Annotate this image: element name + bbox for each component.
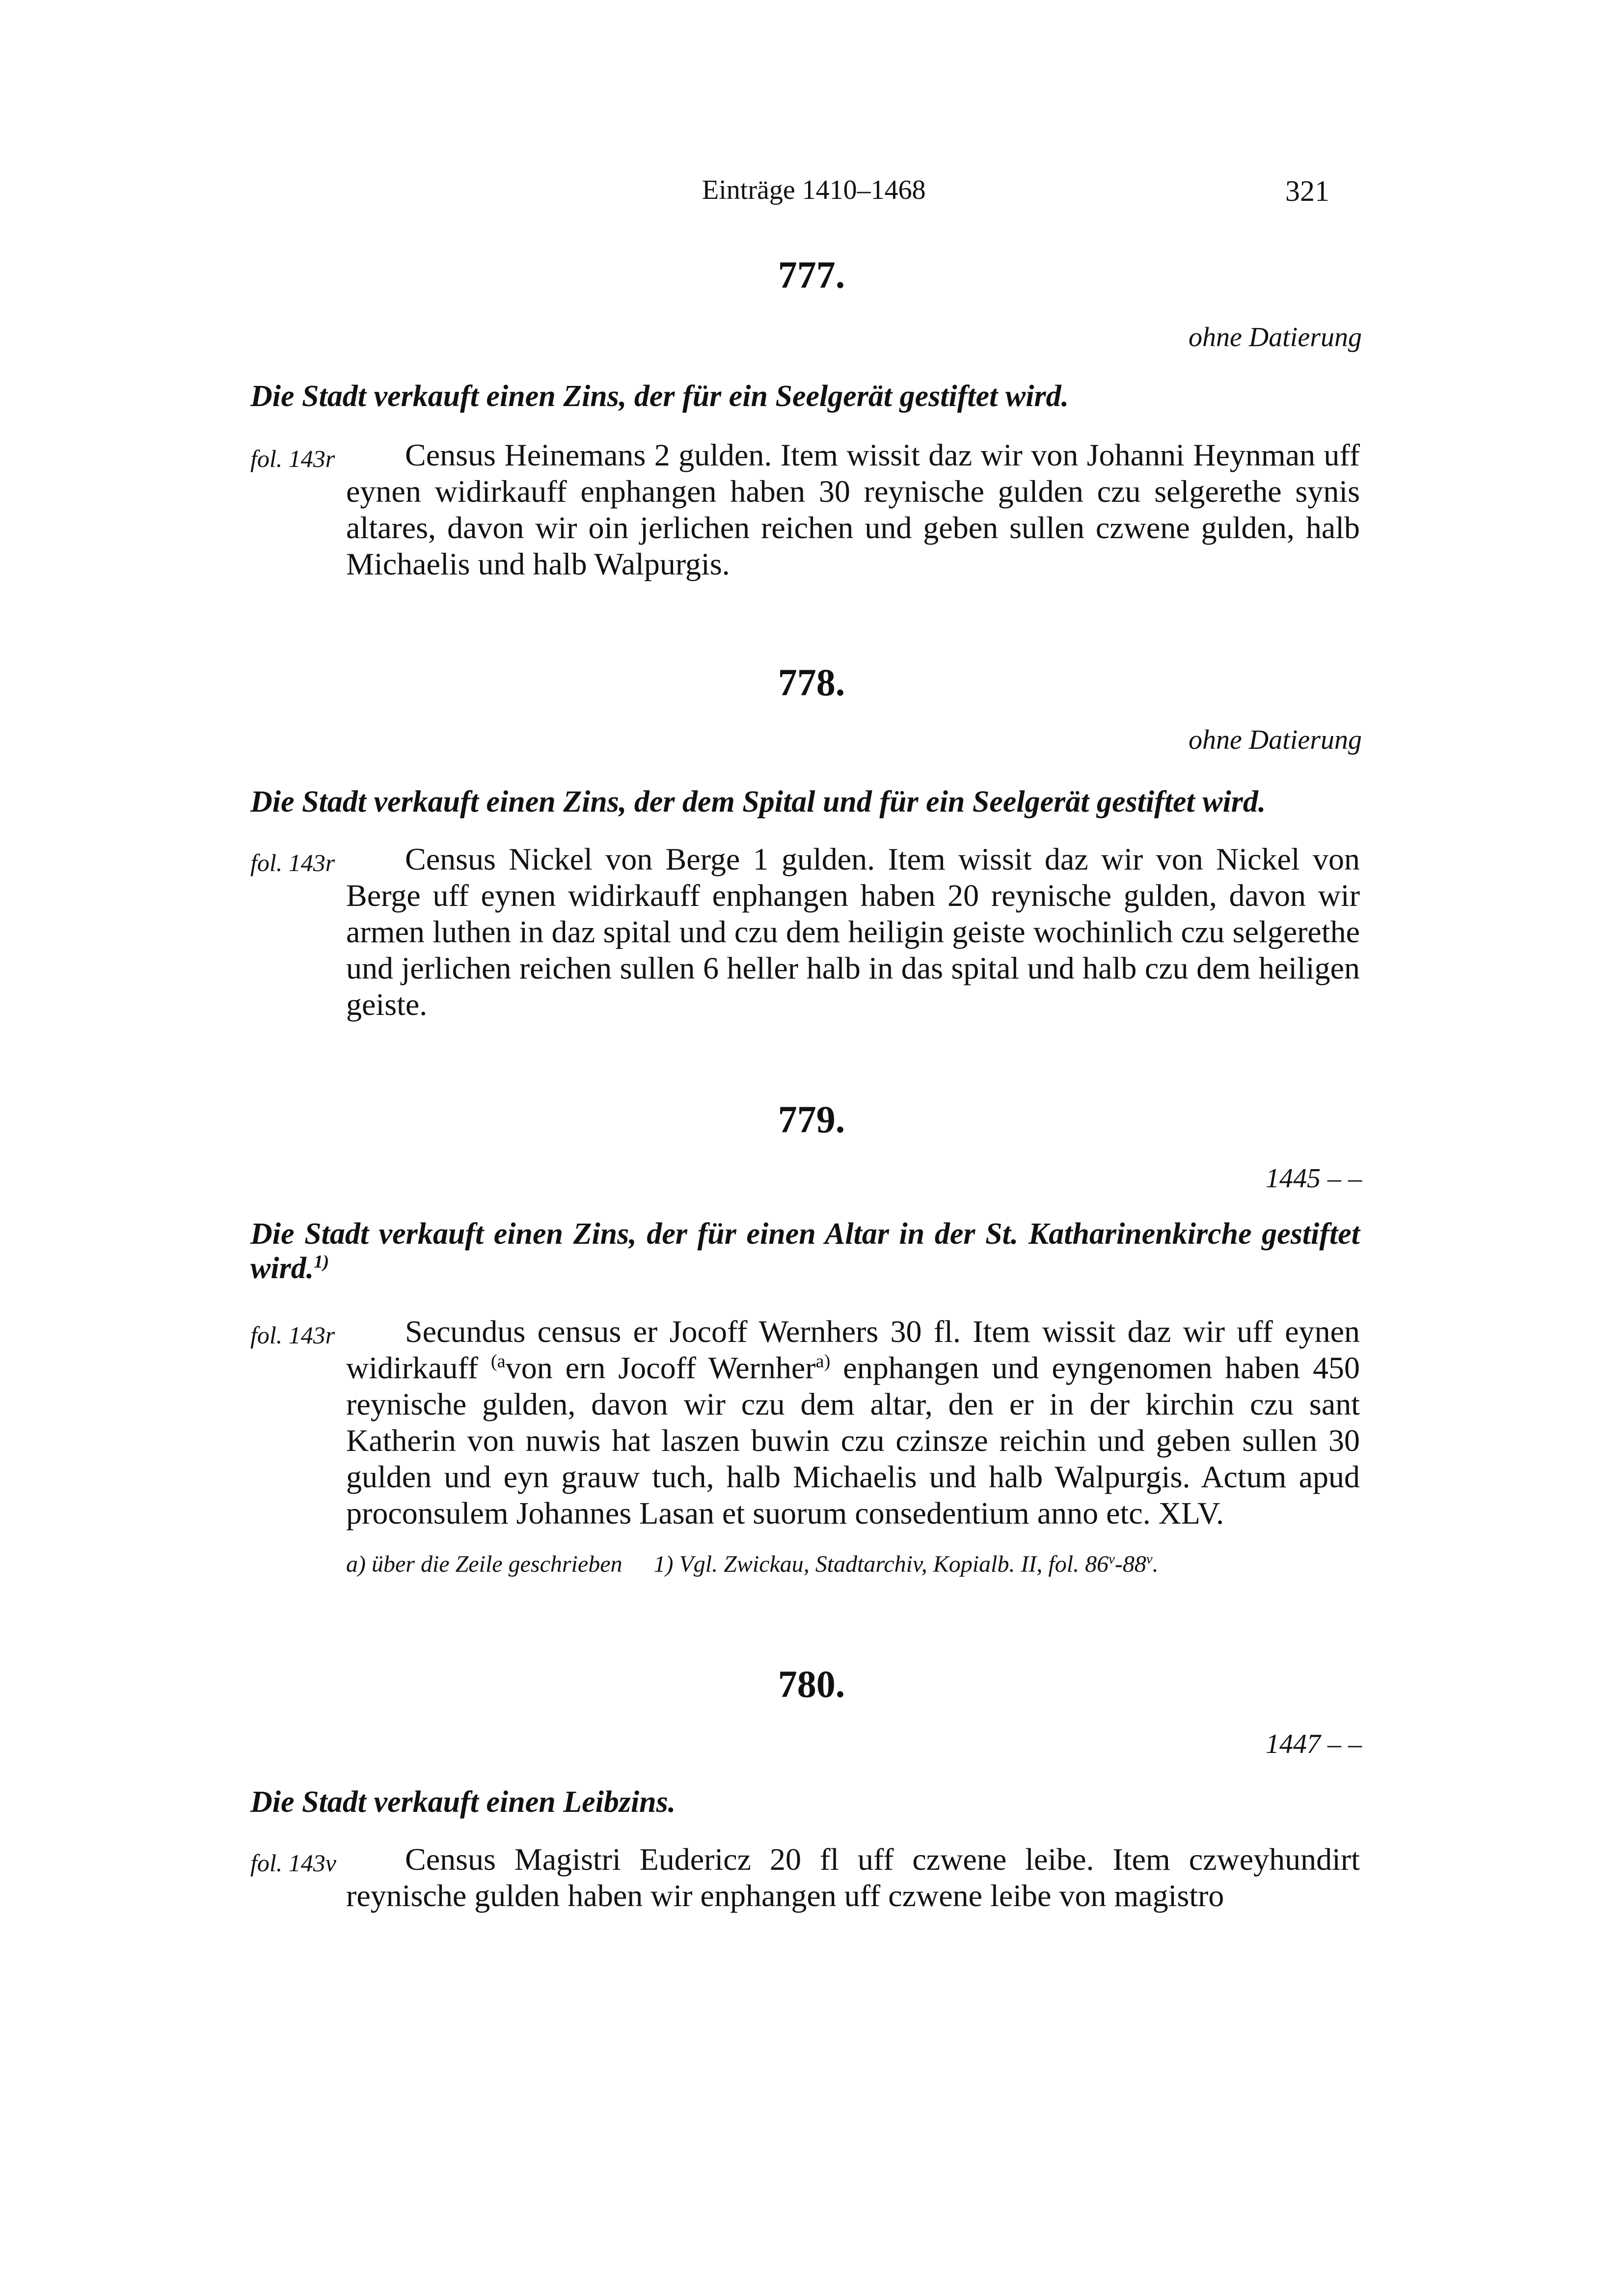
- entry-text: Census Heinemans 2 gulden. Item wissit daz wir von Johanni Heynman uff eynen widirkauff enphangen haben 30 reynische gulden czu selgerethe synis altares, davon wir oin jerlichen reichen und geben sullen czwene gulden, halb Michaelis und halb Walpurgis.: [346, 437, 1360, 581]
- folio-reference: fol. 143r: [250, 445, 335, 472]
- running-head: Einträge 1410–1468: [702, 175, 926, 205]
- footnote-marker: (a: [490, 1351, 506, 1372]
- entry-number: 777.: [778, 253, 845, 296]
- footnotes: [346, 1551, 1159, 1578]
- entry-date: 1445 – –: [1266, 1163, 1362, 1194]
- entry-heading: Die Stadt verkauft einen Leibzins.: [250, 1785, 676, 1819]
- entry-heading: Die Stadt verkauft einen Zins, der dem Spital und für ein Seelgerät gestiftet wird.: [250, 785, 1266, 819]
- entry-date: 1447 – –: [1266, 1729, 1362, 1759]
- entry-heading: [250, 1217, 1360, 1285]
- entry-date: ohne Datierung: [1188, 322, 1362, 353]
- entry-text-part: von ern Jocoff Wernher: [505, 1350, 816, 1385]
- footnote-a: a) über die Zeile geschrieben: [346, 1551, 622, 1577]
- footnote-marker: a): [815, 1351, 831, 1372]
- entry-date: ohne Datierung: [1188, 725, 1362, 755]
- entry-text-part: enphangen und eyngenomen haben 450 reynische gulden, davon wir czu dem altar, den er in der kirchin czu sant Katherin von nuwis hat laszen buwin czu czinsze reichin und geben sullen 30 gulden und eyn grauw tuch, halb Michaelis und halb Walpurgis. Actum apud proconsulem Johannes Lasan et suorum consedentium anno etc. XLV.: [346, 1350, 1360, 1531]
- entry-text: Census Nickel von Berge 1 gulden. Item wissit daz wir von Nickel von Berge uff eynen widirkauff enphangen haben 20 reynische gulden, davon wir armen luthen in daz spital und czu dem heiligin geiste wochinlich czu selgerethe und jerlichen reichen sullen 6 heller halb in das spital und halb czu dem heiligen geiste.: [346, 842, 1360, 1022]
- footnote-marker: 1): [314, 1252, 329, 1272]
- entry-heading: Die Stadt verkauft einen Zins, der für ein Seelgerät gestiftet wird.: [250, 380, 1069, 413]
- entry-number: 779.: [778, 1098, 845, 1141]
- entry-number: 778.: [778, 661, 845, 704]
- folio-reference: fol. 143r: [250, 849, 335, 876]
- entry-heading-text: Die Stadt verkauft einen Zins, der für einen Altar in der St. Katharinenkirche gestiftet wird.: [250, 1217, 1360, 1285]
- folio-reference: fol. 143v: [250, 1849, 336, 1877]
- footnote-1: 1) Vgl. Zwickau, Stadtarchiv, Kopialb. II, fol. 86$^v$-88$^v$.: [653, 1551, 1159, 1577]
- entry-text: Census Magistri Eudericz 20 fl uff czwene leibe. Item czweyhundirt reynische gulden haben wir enphangen uff czwene leibe von magistro: [346, 1842, 1360, 1913]
- folio-reference: fol. 143r: [250, 1321, 335, 1349]
- entry-text: [346, 1313, 1360, 1531]
- entry-number: 780.: [778, 1663, 845, 1705]
- entry-text-part: Secundus census er Jocoff Wernhers 30 fl. Item wissit daz wir uff eynen widirkauff: [346, 1314, 1360, 1385]
- page-number: 321: [1285, 175, 1329, 207]
